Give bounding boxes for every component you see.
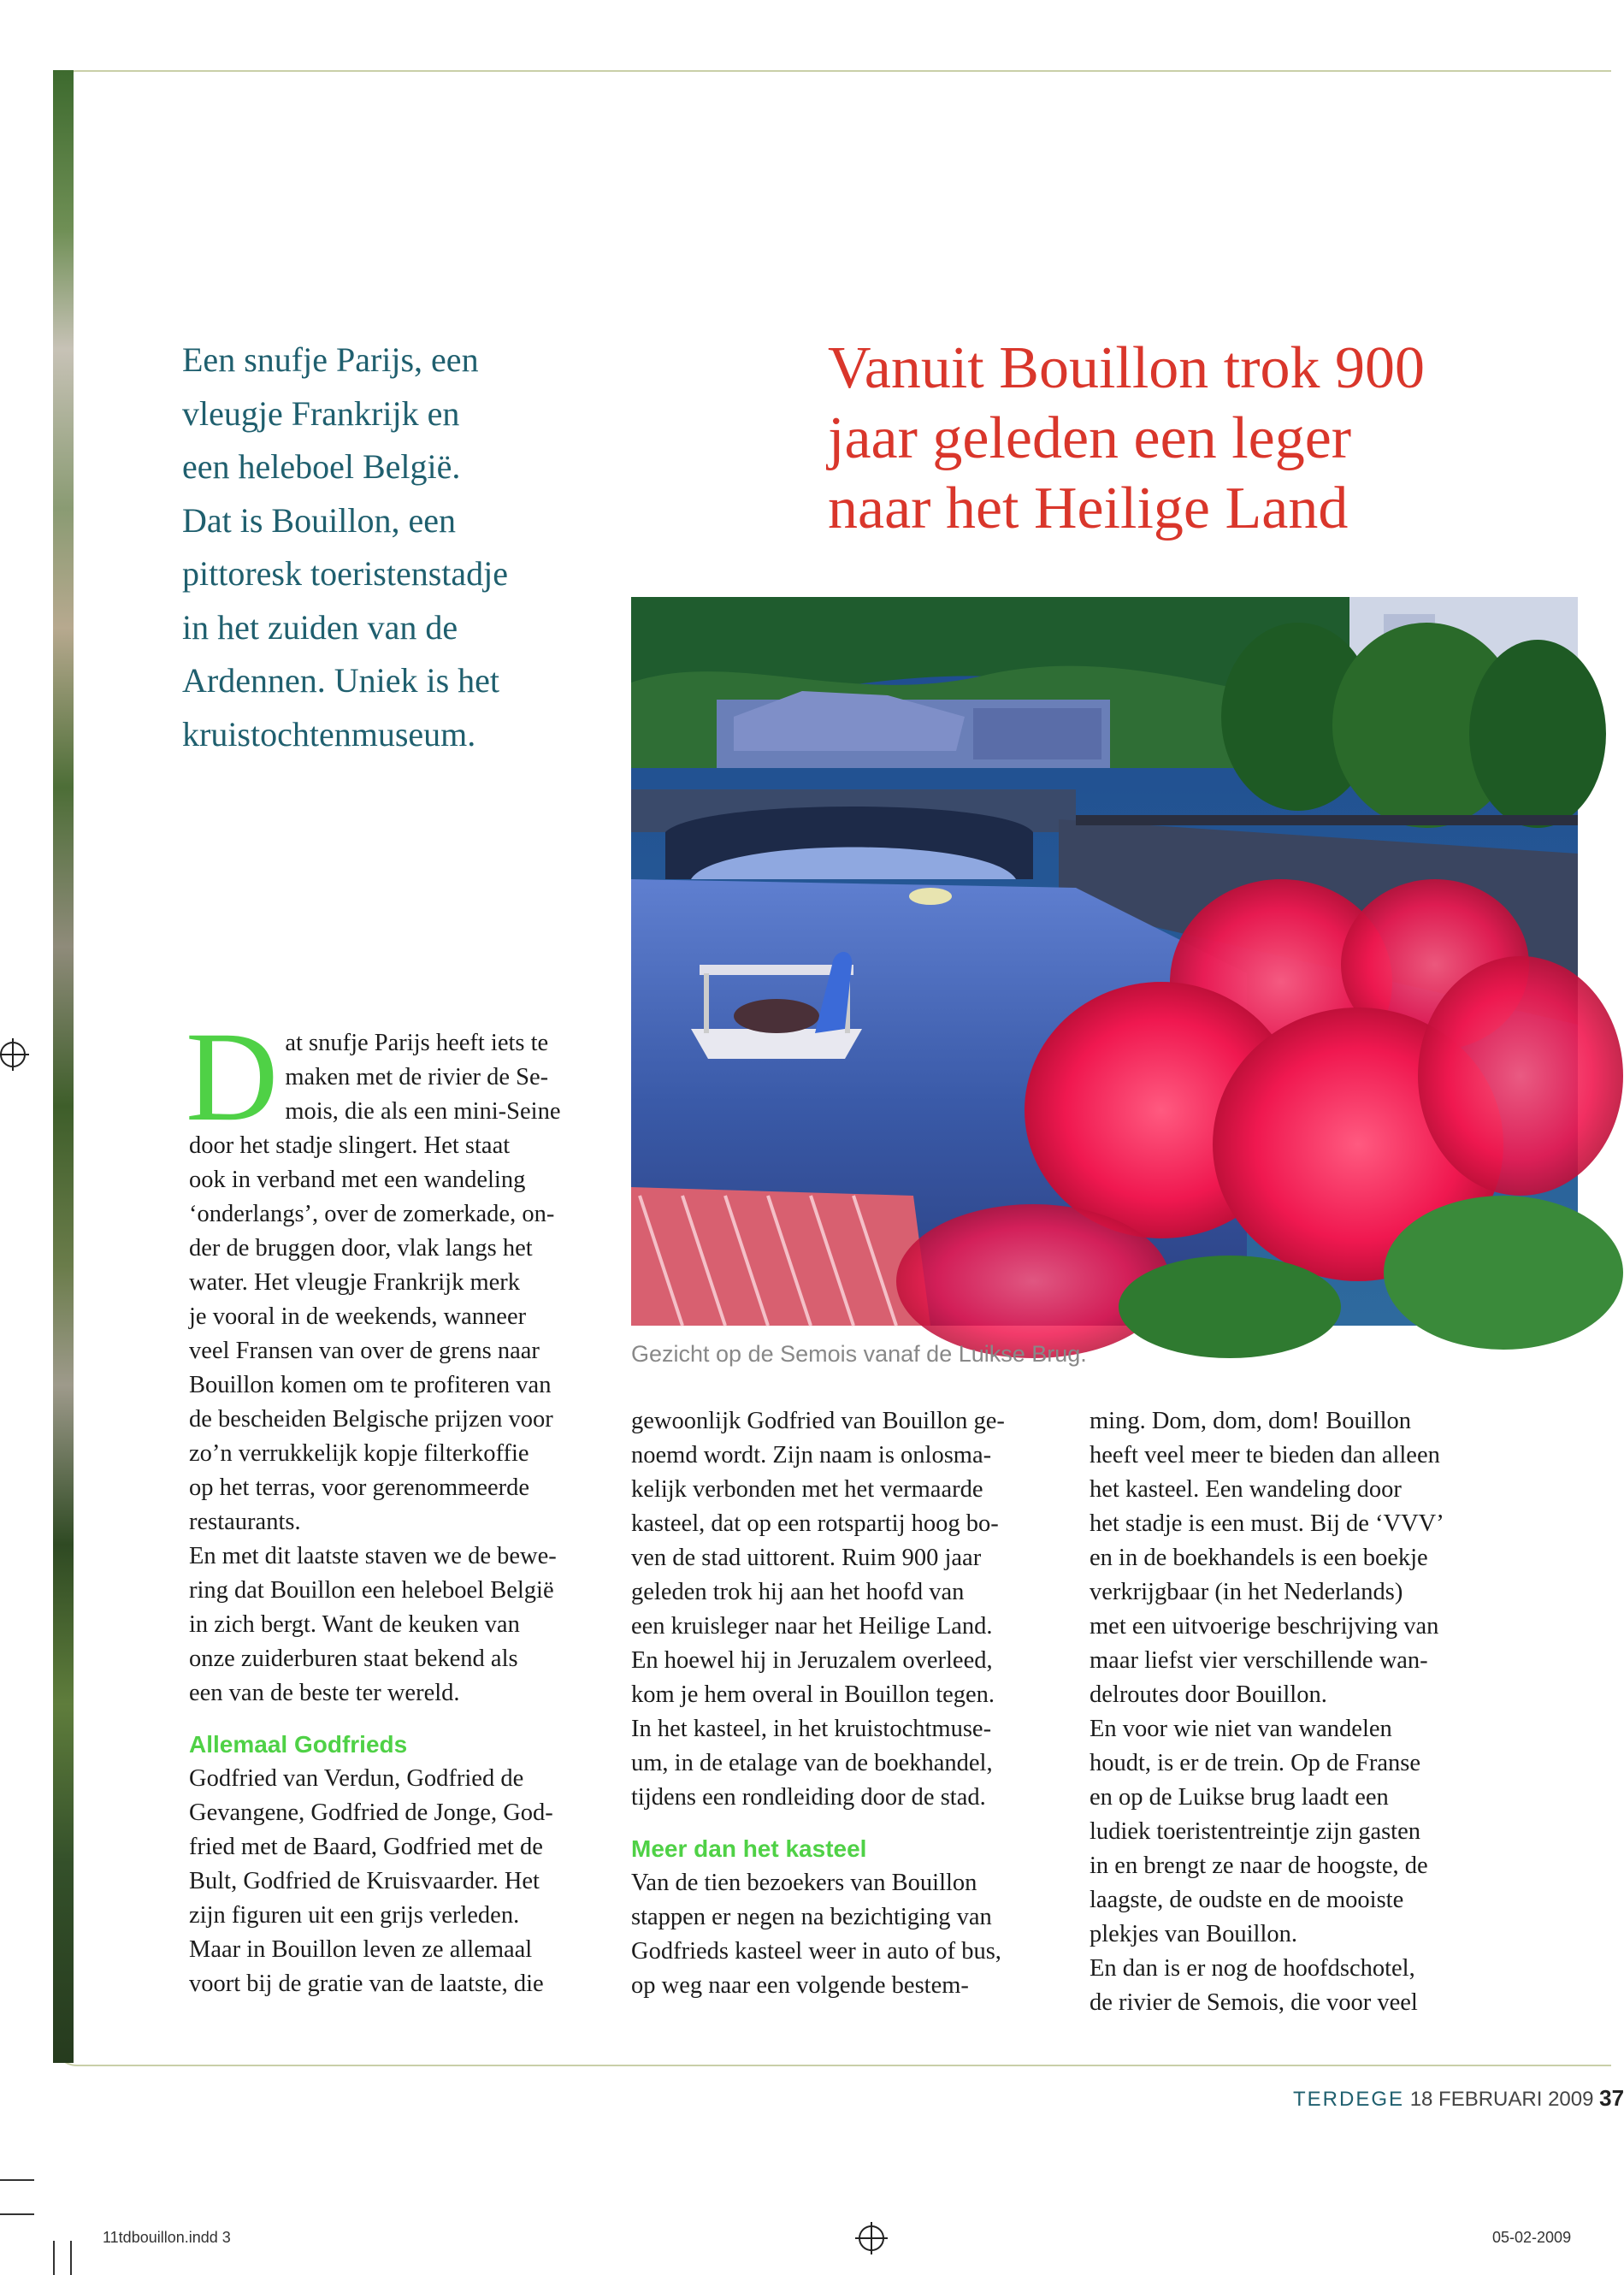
headline-line: naar het Heilige Land bbox=[828, 476, 1349, 541]
text-line: in zich bergt. Want de keuken van bbox=[189, 1611, 520, 1638]
river-photo-illustration bbox=[631, 597, 1578, 1326]
text-line: Van de tien bezoekers van Bouillon bbox=[631, 1870, 977, 1896]
text-line: met een uitvoerige beschrijving van bbox=[1090, 1613, 1439, 1640]
text-line: plekjes van Bouillon. bbox=[1090, 1921, 1298, 1947]
intro-line: Een snufje Parijs, een bbox=[182, 340, 479, 379]
text-line: delroutes door Bouillon. bbox=[1090, 1681, 1327, 1708]
text-line: restaurants. bbox=[189, 1509, 301, 1535]
crop-mark bbox=[70, 2241, 72, 2275]
subheading: Meer dan het kasteel bbox=[631, 1835, 867, 1862]
text-line: noemd wordt. Zijn naam is onlosma- bbox=[631, 1442, 992, 1468]
text-line: Gevangene, Godfried de Jonge, God- bbox=[189, 1799, 553, 1826]
text-line: En voor wie niet van wandelen bbox=[1090, 1716, 1392, 1742]
text-line: ook in verband met een wandeling bbox=[189, 1167, 526, 1193]
text-line: Bouillon komen om te profiteren van bbox=[189, 1372, 552, 1398]
text-line: mois, die als een mini-Seine bbox=[285, 1098, 561, 1125]
text-line: ring dat Bouillon een heleboel België bbox=[189, 1577, 554, 1604]
text-line: En hoewel hij in Jeruzalem overleed, bbox=[631, 1647, 993, 1674]
article-column-2 bbox=[631, 1404, 1050, 2003]
text-line: en op de Luikse brug laadt een bbox=[1090, 1784, 1389, 1811]
text-line: gewoonlijk Godfried van Bouillon ge- bbox=[631, 1408, 1005, 1434]
river-photo bbox=[631, 597, 1578, 1326]
text-line: door het stadje slingert. Het staat bbox=[189, 1132, 511, 1159]
text-line: de bescheiden Belgische prijzen voor bbox=[189, 1406, 553, 1433]
intro-line: een heleboel België. bbox=[182, 447, 461, 486]
text-line: ven de stad uittorent. Ruim 900 jaar bbox=[631, 1545, 982, 1571]
text-line: zo’n verrukkelijk kopje filterkoffie bbox=[189, 1440, 529, 1467]
text-line: der de bruggen door, vlak langs het bbox=[189, 1235, 533, 1262]
text-line: in en brengt ze naar de hoogste, de bbox=[1090, 1852, 1428, 1879]
text-line: het kasteel. Een wandeling door bbox=[1090, 1476, 1402, 1503]
intro-line: kruistochtenmuseum. bbox=[182, 714, 476, 753]
text-line: een van de beste ter wereld. bbox=[189, 1680, 460, 1706]
headline bbox=[828, 334, 1563, 544]
page-number: 37 bbox=[1599, 2085, 1624, 2111]
text-line: Godfried van Verdun, Godfried de bbox=[189, 1765, 524, 1792]
text-line: En met dit laatste staven we de bewe- bbox=[189, 1543, 557, 1569]
text-line: at snufje Parijs heeft iets te bbox=[285, 1030, 549, 1056]
text-line: op weg naar een volgende bestem- bbox=[631, 1972, 969, 1999]
text-line: voort bij de gratie van de laatste, die bbox=[189, 1971, 544, 1997]
crop-mark bbox=[0, 2213, 34, 2215]
text-line: En dan is er nog de hoofdschotel, bbox=[1090, 1955, 1415, 1982]
text-line: stappen er negen na bezichtiging van bbox=[631, 1904, 992, 1930]
text-line: laagste, de oudste en de mooiste bbox=[1090, 1887, 1404, 1913]
text-line: water. Het vleugje Frankrijk merk bbox=[189, 1269, 521, 1296]
text-line: kasteel, dat op een rotspartij hoog bo- bbox=[631, 1510, 999, 1537]
intro-text bbox=[182, 334, 550, 761]
text-line: zijn figuren uit een grijs verleden. bbox=[189, 1902, 520, 1929]
text-line: verkrijgbaar (in het Nederlands) bbox=[1090, 1579, 1403, 1605]
text-line: In het kasteel, in het kruistochtmuse- bbox=[631, 1716, 992, 1742]
intro-line: vleugje Frankrijk en bbox=[182, 393, 460, 433]
text-line: Maar in Bouillon leven ze allemaal bbox=[189, 1936, 533, 1963]
text-line: maar liefst vier verschillende wan- bbox=[1090, 1647, 1428, 1674]
text-line: een kruisleger naar het Heilige Land. bbox=[631, 1613, 993, 1640]
text-line: ming. Dom, dom, dom! Bouillon bbox=[1090, 1408, 1412, 1434]
left-photo-strip bbox=[53, 70, 74, 2063]
registration-mark-icon bbox=[0, 1042, 26, 1067]
text-line: heeft veel meer te bieden dan alleen bbox=[1090, 1442, 1440, 1468]
text-line: geleden trok hij aan het hoofd van bbox=[631, 1579, 965, 1605]
text-line: het stadje is een must. Bij de ‘VVV’ bbox=[1090, 1510, 1444, 1537]
issue-date: 18 FEBRUARI 2009 bbox=[1409, 2088, 1594, 2111]
text-line: en in de boekhandels is een boekje bbox=[1090, 1545, 1428, 1571]
text-line: ludiek toeristentreintje zijn gasten bbox=[1090, 1818, 1421, 1845]
magazine-name: TERDEGE bbox=[1293, 2088, 1405, 2111]
text-line: kom je hem overal in Bouillon tegen. bbox=[631, 1681, 995, 1708]
text-line: tijdens een rondleiding door de stad. bbox=[631, 1784, 986, 1811]
headline-line: jaar geleden een leger bbox=[828, 405, 1352, 471]
slug-filename: 11tdbouillon.indd 3 bbox=[103, 2229, 231, 2246]
subheading: Allemaal Godfrieds bbox=[189, 1731, 408, 1758]
crop-mark bbox=[53, 2241, 55, 2275]
article-column-3 bbox=[1090, 1404, 1509, 2020]
text-line: ‘onderlangs’, over de zomerkade, on- bbox=[189, 1201, 555, 1227]
page-footer bbox=[1293, 2085, 1624, 2112]
intro-line: Dat is Bouillon, een bbox=[182, 500, 456, 540]
text-line: je vooral in de weekends, wanneer bbox=[189, 1303, 527, 1330]
text-line: um, in de etalage van de boekhandel, bbox=[631, 1750, 993, 1776]
text-line: fried met de Baard, Godfried met de bbox=[189, 1834, 543, 1860]
text-line: houdt, is er de trein. Op de Franse bbox=[1090, 1750, 1421, 1776]
text-line: veel Fransen van over de grens naar bbox=[189, 1338, 540, 1364]
slug-date: 05-02-2009 bbox=[1492, 2229, 1572, 2246]
text-line: Bult, Godfried de Kruisvaarder. Het bbox=[189, 1868, 540, 1894]
article-column-1 bbox=[186, 1006, 608, 2001]
intro-line: Ardennen. Uniek is het bbox=[182, 661, 500, 700]
intro-line: pittoresk toeristenstadje bbox=[182, 554, 509, 593]
crop-mark bbox=[0, 2179, 34, 2181]
headline-line: Vanuit Bouillon trok 900 bbox=[828, 335, 1426, 401]
drop-cap: D bbox=[186, 1006, 279, 1148]
text-line: kelijk verbonden met het vermaarde bbox=[631, 1476, 983, 1503]
text-line: de rivier de Semois, die voor veel bbox=[1090, 1989, 1418, 2016]
text-line: Godfrieds kasteel weer in auto of bus, bbox=[631, 1938, 1001, 1965]
registration-mark-icon bbox=[859, 2225, 884, 2251]
text-line: op het terras, voor gerenommeerde bbox=[189, 1474, 530, 1501]
photo-caption: Gezicht op de Semois vanaf de Luikse Brug. bbox=[631, 1341, 1087, 1367]
text-line: maken met de rivier de Se- bbox=[285, 1064, 549, 1090]
text-line: onze zuiderburen staat bekend als bbox=[189, 1646, 518, 1672]
intro-line: in het zuiden van de bbox=[182, 607, 458, 647]
